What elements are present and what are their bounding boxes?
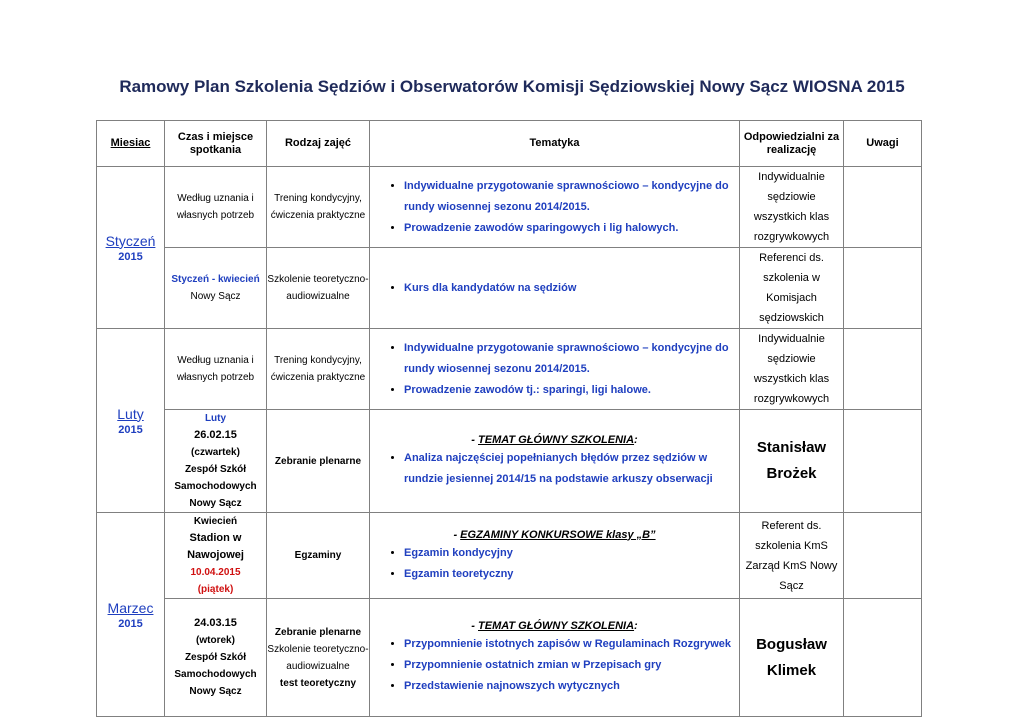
czas-date: 24.03.15 bbox=[194, 617, 237, 629]
czas-cell bbox=[165, 410, 267, 513]
month-year: 2015 bbox=[118, 250, 143, 263]
topic-item: • Przypomnienie istotnych zapisów w Regulaminach Rozgrywek bbox=[404, 634, 733, 655]
czas-weekday: (czwartek) bbox=[191, 447, 240, 458]
topic-cell bbox=[370, 167, 740, 248]
czas-period: Luty bbox=[204, 413, 227, 424]
czas-place: Zespół Szkół Samochodowych Nowy Sącz bbox=[174, 652, 257, 697]
topic-item: • Analiza najczęściej popełnianych błędów przez sędziów w rundzie jesiennej 2014/15 na podstawie arkuszy obserwacji bbox=[404, 448, 733, 490]
topic-heading: - TEMAT GŁÓWNY SZKOLENIA: bbox=[471, 620, 638, 632]
czas-cell: Według uznania i własnych potrzeb bbox=[165, 329, 267, 410]
header-odpowiedzialni: Odpowiedzialni za realizację bbox=[740, 121, 844, 167]
table-header-row bbox=[97, 121, 922, 167]
rodzaj-item: Zebranie plenarne bbox=[274, 626, 362, 638]
topic-heading: - EGZAMINY KONKURSOWE klasy „B” bbox=[453, 528, 656, 541]
rodzaj-cell: Trening kondycyjny, ćwiczenia praktyczne bbox=[267, 167, 370, 248]
topic-cell bbox=[370, 513, 740, 599]
uwagi-cell bbox=[844, 248, 922, 329]
czas-date: 10.04.2015 bbox=[190, 567, 241, 578]
czas-place: Nowy Sącz bbox=[190, 291, 241, 302]
czas-cell bbox=[165, 248, 267, 329]
header-czas: Czas i miejsce spotkania bbox=[165, 121, 267, 167]
month-cell bbox=[97, 329, 165, 513]
header-rodzaj: Rodzaj zajęć bbox=[267, 121, 370, 167]
table-row bbox=[97, 167, 922, 248]
czas-cell: Według uznania i własnych potrzeb bbox=[165, 167, 267, 248]
czas-period: Kwiecień bbox=[193, 516, 238, 527]
czas-place: Zespół Szkół Samochodowych Nowy Sącz bbox=[174, 464, 257, 509]
resp-cell: Indywidualnie sędziowie wszystkich klas rozgrywkowych bbox=[740, 167, 844, 248]
czas-place: Stadion w Nawojowej bbox=[187, 532, 244, 561]
resp-cell: Stanisław Brożek bbox=[740, 410, 844, 513]
rodzaj-cell bbox=[267, 599, 370, 717]
uwagi-cell bbox=[844, 167, 922, 248]
topic-item: • Przypomnienie ostatnich zmian w Przepisach gry bbox=[404, 655, 733, 676]
table-row bbox=[97, 599, 922, 717]
table-row bbox=[97, 410, 922, 513]
czas-weekday: (wtorek) bbox=[196, 635, 235, 646]
czas-weekday: (piątek) bbox=[197, 584, 234, 595]
header-tematyka: Tematyka bbox=[370, 121, 740, 167]
topic-item: • Prowadzenie zawodów tj.: sparingi, ligi halowe. bbox=[404, 380, 733, 401]
topic-cell bbox=[370, 410, 740, 513]
rodzaj-cell: Szkolenie teoretyczno-audiowizualne bbox=[267, 248, 370, 329]
month-year: 2015 bbox=[118, 423, 143, 436]
czas-cell bbox=[165, 599, 267, 717]
header-uwagi: Uwagi bbox=[844, 121, 922, 167]
training-plan-table bbox=[96, 120, 922, 717]
topic-item: • Indywidualne przygotowanie sprawnościowo – kondycyjne do rundy wiosennej sezonu 2014/2015. bbox=[404, 176, 733, 218]
topic-item: • Egzamin teoretyczny bbox=[404, 564, 733, 585]
topic-cell bbox=[370, 599, 740, 717]
month-name: Luty bbox=[117, 405, 144, 422]
topic-heading: - TEMAT GŁÓWNY SZKOLENIA: bbox=[471, 434, 638, 446]
uwagi-cell bbox=[844, 513, 922, 599]
resp-cell: Indywidualnie sędziowie wszystkich klas rozgrywkowych bbox=[740, 329, 844, 410]
rodzaj-item: Szkolenie teoretyczno-audiowizualne bbox=[267, 643, 369, 672]
month-name: Styczeń bbox=[105, 232, 156, 249]
topic-item: • Egzamin kondycyjny bbox=[404, 543, 733, 564]
czas-cell bbox=[165, 513, 267, 599]
table-row bbox=[97, 248, 922, 329]
topic-item: • Kurs dla kandydatów na sędziów bbox=[404, 278, 733, 299]
table-row bbox=[97, 329, 922, 410]
czas-date: 26.02.15 bbox=[194, 429, 237, 441]
uwagi-cell bbox=[844, 329, 922, 410]
month-cell bbox=[97, 513, 165, 717]
resp-cell: Bogusław Klimek bbox=[740, 599, 844, 717]
rodzaj-cell: Trening kondycyjny, ćwiczenia praktyczne bbox=[267, 329, 370, 410]
page-title: Ramowy Plan Szkolenia Sędziów i Obserwatorów Komisji Sędziowskiej Nowy Sącz WIOSNA 2015 bbox=[119, 77, 905, 96]
rodzaj-item: test teoretyczny bbox=[279, 677, 357, 689]
table-row bbox=[97, 513, 922, 599]
month-cell bbox=[97, 167, 165, 329]
uwagi-cell bbox=[844, 410, 922, 513]
topic-cell bbox=[370, 248, 740, 329]
month-name: Marzec bbox=[107, 599, 154, 616]
topic-item: • Prowadzenie zawodów sparingowych i lig halowych. bbox=[404, 218, 733, 239]
month-year: 2015 bbox=[118, 617, 143, 630]
rodzaj-cell: Zebranie plenarne bbox=[267, 410, 370, 513]
header-miesiac: Miesiac bbox=[97, 121, 165, 167]
resp-cell: Referent ds. szkolenia KmS Zarząd KmS Nowy Sącz bbox=[740, 513, 844, 599]
resp-cell: Referenci ds. szkolenia w Komisjach sędziowskich bbox=[740, 248, 844, 329]
topic-item: • Przedstawienie najnowszych wytycznych bbox=[404, 676, 733, 697]
uwagi-cell bbox=[844, 599, 922, 717]
topic-cell bbox=[370, 329, 740, 410]
czas-period: Styczeń - kwiecień bbox=[171, 274, 260, 285]
rodzaj-cell: Egzaminy bbox=[267, 513, 370, 599]
topic-item: • Indywidualne przygotowanie sprawnościowo – kondycyjne do rundy wiosennej sezonu 2014/2015. bbox=[404, 338, 733, 380]
